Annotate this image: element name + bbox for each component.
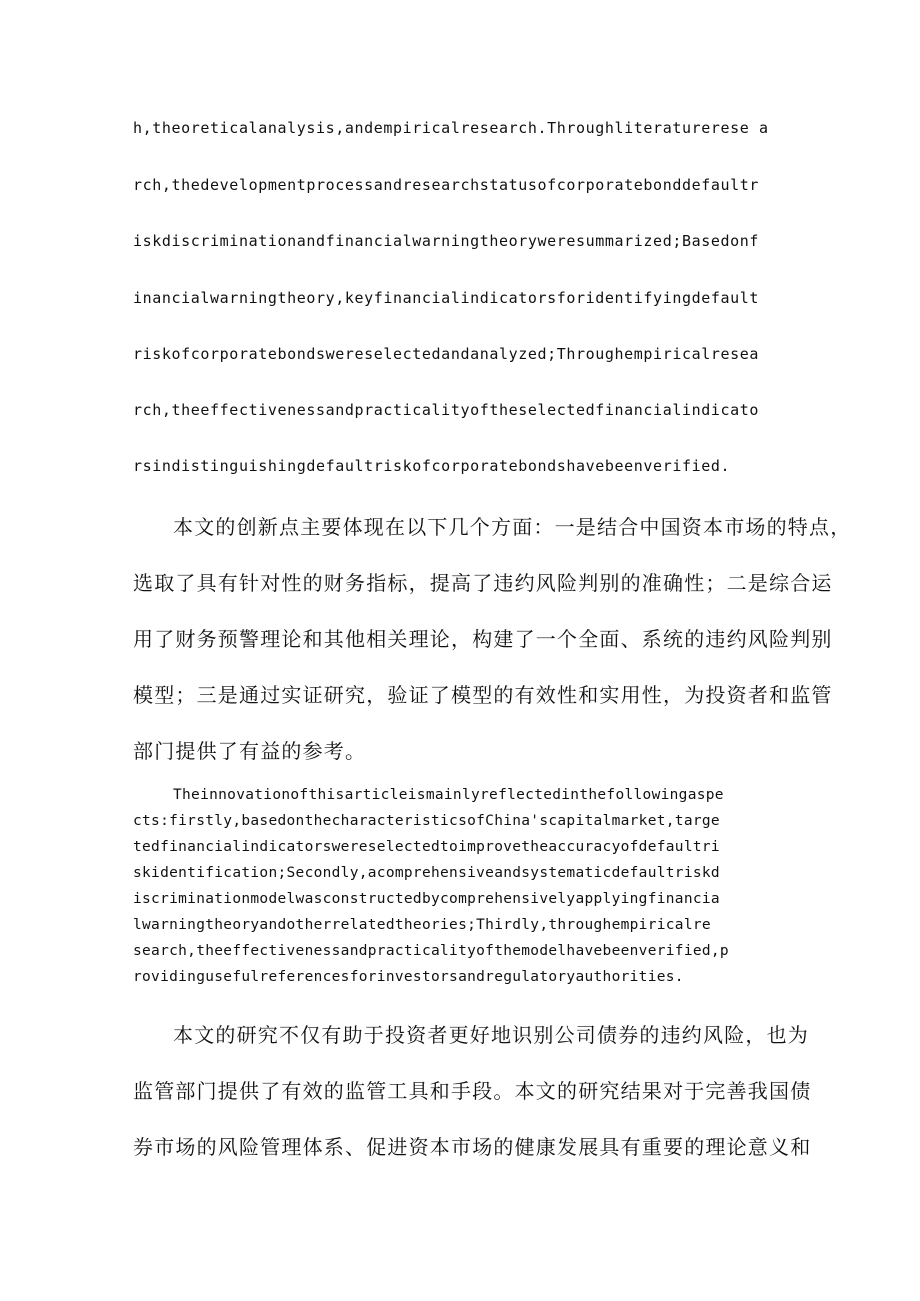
paragraph-cn-line: 部门提供了有益的参考。 [133,739,367,763]
paragraph-en-line: rch,theeffectivenessandpracticalityoftheselectedfinancialindicato [133,401,759,419]
paragraph-cn-line: 券市场的风险管理体系、促进资本市场的健康发展具有重要的理论意义和 [133,1135,812,1159]
paragraph-en-line: search,theeffectivenessandpracticalityofthemodelhavebeenverified,p [133,943,729,959]
paragraph-cn-line: 本文的创新点主要体现在以下几个方面：一是结合中国资本市场的特点， [173,515,852,539]
paragraph-en-line: inancialwarningtheory,keyfinancialindicatorsforidentifyingdefault [133,289,759,307]
paragraph-en-line: Theinnovationofthisarticleismainlyreflectedinthefollowingaspe [173,787,724,803]
paragraph-cn-line: 选取了具有针对性的财务指标，提高了违约风险判别的准确性；二是综合运 [133,571,833,595]
paragraph-en-line: skidentification;Secondly,acomprehensiveandsystematicdefaultriskd [133,865,720,881]
paragraph-cn-line: 模型；三是通过实证研究，验证了模型的有效性和实用性，为投资者和监管 [133,683,833,707]
paragraph-cn-line: 本文的研究不仅有助于投资者更好地识别公司债券的违约风险，也为 [173,1023,809,1047]
paragraph-cn-line: 用了财务预警理论和其他相关理论，构建了一个全面、系统的违约风险判别 [133,627,833,651]
paragraph-en-line: iskdiscriminationandfinancialwarningtheoryweresummarized;Basedonf [133,232,759,250]
paragraph-en-line: rch,thedevelopmentprocessandresearchstatusofcorporatebonddefaultr [133,176,759,194]
paragraph-en-line: tedfinancialindicatorswereselectedtoimprovetheaccuracyofdefaultri [133,839,720,855]
paragraph-en-line: lwarningtheoryandotherrelatedtheories;Thirdly,throughempiricalre [133,917,711,933]
paragraph-cn-line: 监管部门提供了有效的监管工具和手段。本文的研究结果对于完善我国债 [133,1079,812,1103]
paragraph-en-line: riskofcorporatebondswereselectedandanalyzed;Throughempiricalresea [133,345,759,363]
paragraph-en-line: rsindistinguishingdefaultriskofcorporatebondshavebeenverified. [133,457,731,475]
paragraph-en-line: cts:firstly,basedonthecharacteristicsofChina'scapitalmarket,targe [133,813,720,829]
paragraph-en-line: h,theoreticalanalysis,andempiricalresearch.Throughliteraturerese a [133,119,769,137]
paragraph-en-line: rovidingusefulreferencesforinvestorsandregulatoryauthorities. [133,969,684,985]
paragraph-en-line: iscriminationmodelwasconstructedbycomprehensivelyapplyingfinancia [133,891,720,907]
